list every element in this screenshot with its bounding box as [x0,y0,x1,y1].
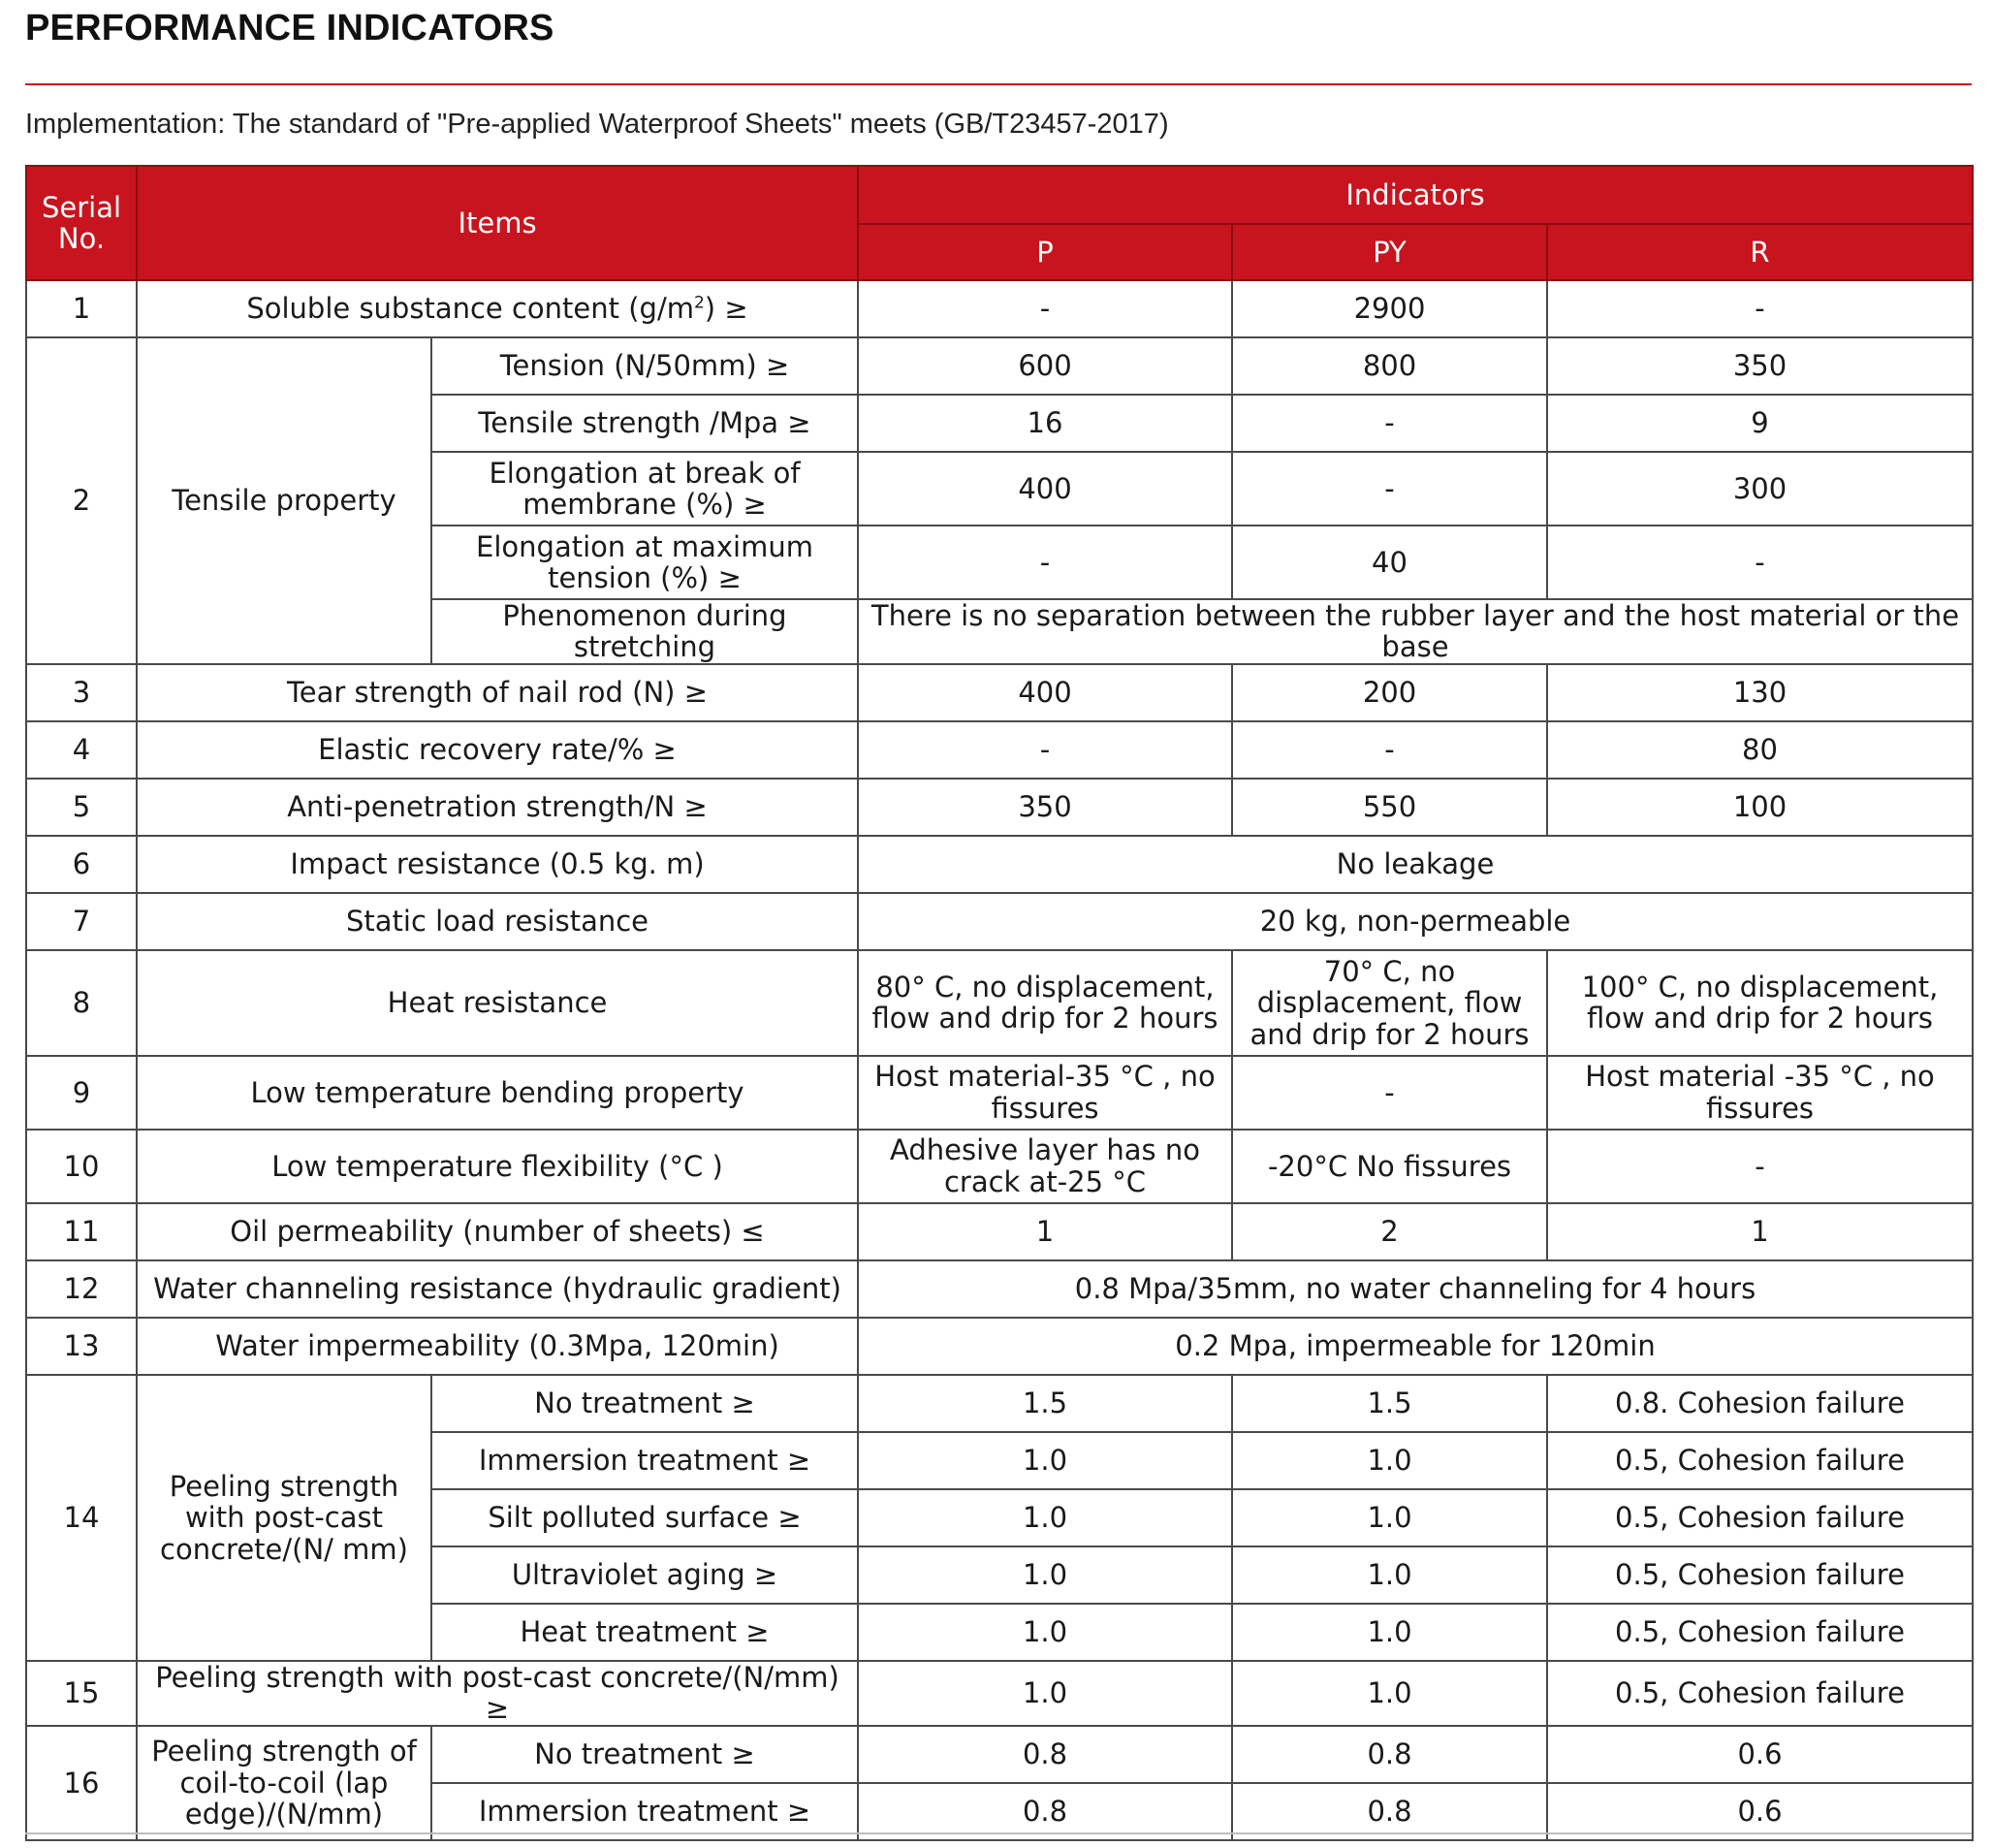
sub-item: Tensile strength /Mpa ≥ [431,395,858,452]
value-p: - [858,526,1232,599]
page-title: PERFORMANCE INDICATORS [25,8,554,48]
value-merged: No leakage [858,836,1973,893]
value-p: Adhesive layer has no crack at-25 °C [858,1130,1232,1203]
item-name: Low temperature bending property [137,1056,858,1130]
value-py: 550 [1232,779,1547,836]
item-name: Soluble substance content $(g/m^2)$ ≥ [137,280,858,337]
table-row [26,1056,1973,1130]
value-py: 1.5 [1232,1375,1547,1432]
serial-no: 12 [26,1260,137,1318]
value-py: 800 [1232,337,1547,395]
item-name: Elastic recovery rate/% ≥ [137,721,858,779]
item-name: Heat resistance [137,950,858,1056]
value-py: 0.8 [1232,1783,1547,1840]
value-r: - [1547,1130,1973,1203]
value-r: 0.5, Cohesion failure [1547,1546,1973,1604]
table-row [26,893,1973,950]
value-p: 1.0 [858,1604,1232,1661]
item-name: Static load resistance [137,893,858,950]
table-row [26,1130,1973,1203]
sub-item: No treatment ≥ [431,1375,858,1432]
value-p: 400 [858,452,1232,526]
value-p: 0.8 [858,1783,1232,1840]
serial-no: 16 [26,1726,137,1840]
header-r: R [1547,224,1973,280]
item-name: Oil permeability (number of sheets) ≤ [137,1203,858,1260]
value-r: 350 [1547,337,1973,395]
serial-no: 3 [26,664,137,721]
value-r: 0.5, Cohesion failure [1547,1432,1973,1489]
table-row [26,1661,1973,1726]
sub-item: Immersion treatment ≥ [431,1783,858,1840]
serial-no: 4 [26,721,137,779]
value-p: 1 [858,1203,1232,1260]
value-r: 100° C, no displacement, flow and drip for 2 hours [1547,950,1973,1056]
table-row [26,836,1973,893]
value-r: 0.5, Cohesion failure [1547,1604,1973,1661]
value-py: 1.0 [1232,1661,1547,1726]
value-r: 0.6 [1547,1783,1973,1840]
table-row [26,1203,1973,1260]
sub-item: Elongation at break of membrane (%) ≥ [431,452,858,526]
value-py: 2900 [1232,280,1547,337]
sub-item: Ultraviolet aging ≥ [431,1546,858,1604]
table-row [26,664,1973,721]
item-name: Tensile property [137,337,431,664]
serial-no: 1 [26,280,137,337]
value-py: 200 [1232,664,1547,721]
header-items: Items [137,166,858,280]
value-py: 1.0 [1232,1546,1547,1604]
sub-item: Elongation at maximum tension (%) ≥ [431,526,858,599]
item-name: Tear strength of nail rod (N) ≥ [137,664,858,721]
value-r: 0.6 [1547,1726,1973,1783]
value-r: 300 [1547,452,1973,526]
item-name: Peeling strength of coil-to-coil (lap edge)/(N/mm) [137,1726,431,1840]
value-p: 1.5 [858,1375,1232,1432]
header-serial-no: Serial No. [26,166,137,280]
table-row [26,779,1973,836]
value-py: 1.0 [1232,1432,1547,1489]
header-indicators: Indicators [858,166,1973,224]
table-header [26,166,1973,280]
value-p: 1.0 [858,1546,1232,1604]
value-py: 2 [1232,1203,1547,1260]
table-row [26,1375,1973,1432]
item-name: Water channeling resistance (hydraulic gradient) [137,1260,858,1318]
sub-item: Immersion treatment ≥ [431,1432,858,1489]
sub-item: Phenomenon during stretching [431,599,858,664]
header-p: P [858,224,1232,280]
value-p: 1.0 [858,1661,1232,1726]
serial-no: 10 [26,1130,137,1203]
value-merged: 20 kg, non-permeable [858,893,1973,950]
value-py: - [1232,1056,1547,1130]
title-divider [25,83,1972,85]
performance-table [25,165,1974,1841]
item-name: Impact resistance (0.5 kg. m) [137,836,858,893]
table-row [26,280,1973,337]
value-py: - [1232,452,1547,526]
item-name: Water impermeability (0.3Mpa, 120min) [137,1318,858,1375]
serial-no: 6 [26,836,137,893]
value-p: Host material-35 °C , no fissures [858,1056,1232,1130]
header-py: PY [1232,224,1547,280]
value-r: 9 [1547,395,1973,452]
value-p: 0.8 [858,1726,1232,1783]
value-merged: There is no separation between the rubber layer and the host material or the base [858,599,1973,664]
serial-no: 8 [26,950,137,1056]
value-py: - [1232,395,1547,452]
table-row [26,1260,1973,1318]
value-p: 350 [858,779,1232,836]
value-p: 1.0 [858,1489,1232,1546]
value-p: - [858,721,1232,779]
value-r: 0.8. Cohesion failure [1547,1375,1973,1432]
item-name: Low temperature flexibility (°C ) [137,1130,858,1203]
serial-no: 5 [26,779,137,836]
value-r: - [1547,280,1973,337]
serial-no: 14 [26,1375,137,1661]
value-r: 1 [1547,1203,1973,1260]
table-row [26,1318,1973,1375]
value-py: 70° C, no displacement, flow and drip for 2 hours [1232,950,1547,1056]
item-name: Peeling strength with post-cast concrete/(N/ mm) [137,1375,431,1661]
bottom-divider [25,1832,1972,1834]
value-r: 0.5, Cohesion failure [1547,1489,1973,1546]
serial-no: 13 [26,1318,137,1375]
value-r: 100 [1547,779,1973,836]
implementation-note: Implementation: The standard of "Pre-applied Waterproof Sheets" meets (GB/T23457-2017) [25,109,1169,140]
value-r: 0.5, Cohesion failure [1547,1661,1973,1726]
value-r: - [1547,526,1973,599]
table-row [26,337,1973,395]
sub-item: Tension (N/50mm) ≥ [431,337,858,395]
value-py: - [1232,721,1547,779]
value-p: 1.0 [858,1432,1232,1489]
table-row [26,1726,1973,1783]
serial-no: 11 [26,1203,137,1260]
value-p: 16 [858,395,1232,452]
table-row [26,721,1973,779]
serial-no: 7 [26,893,137,950]
sub-item: Silt polluted surface ≥ [431,1489,858,1546]
value-r: 80 [1547,721,1973,779]
value-p: 400 [858,664,1232,721]
value-r: Host material -35 °C , no fissures [1547,1056,1973,1130]
serial-no: 2 [26,337,137,664]
value-p: - [858,280,1232,337]
value-merged: 0.8 Mpa/35mm, no water channeling for 4 hours [858,1260,1973,1318]
value-p: 600 [858,337,1232,395]
item-name: Peeling strength with post-cast concrete/(N/mm) ≥ [137,1661,858,1726]
table-row [26,950,1973,1056]
sub-item: Heat treatment ≥ [431,1604,858,1661]
value-p: 80° C, no displacement, flow and drip for 2 hours [858,950,1232,1056]
value-py: 0.8 [1232,1726,1547,1783]
value-py: 1.0 [1232,1489,1547,1546]
serial-no: 9 [26,1056,137,1130]
value-py: 1.0 [1232,1604,1547,1661]
value-py: 40 [1232,526,1547,599]
sub-item: No treatment ≥ [431,1726,858,1783]
serial-no: 15 [26,1661,137,1726]
item-name: Anti-penetration strength/N ≥ [137,779,858,836]
value-merged: 0.2 Mpa, impermeable for 120min [858,1318,1973,1375]
value-py: -20°C No fissures [1232,1130,1547,1203]
value-r: 130 [1547,664,1973,721]
